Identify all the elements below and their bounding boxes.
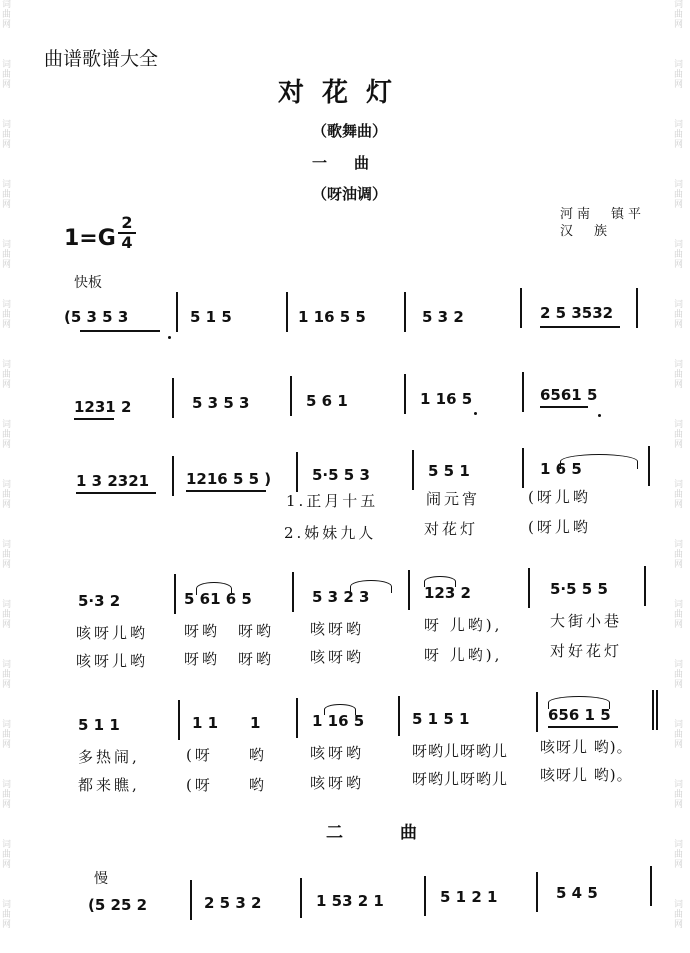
measure: 1 53 2 1 (316, 892, 384, 910)
bar-line (398, 696, 400, 736)
watermark-text: 词 曲 网 (2, 600, 12, 630)
lyric: 咳呀哟 (310, 620, 365, 638)
measure: (5 3 5 3 (64, 308, 129, 326)
watermark-text: 词 曲 网 (2, 480, 12, 510)
measure: 656 1 5 (548, 706, 611, 724)
lyric: 咳呀儿 哟)。 (540, 766, 633, 784)
octave-dot (598, 414, 601, 417)
lyric: 咳呀哟 (310, 744, 365, 762)
watermark-text: 词 曲 网 (674, 780, 684, 810)
measure: 1 3 2321 (76, 472, 150, 490)
measure: 1 16 5 (420, 390, 473, 408)
watermark-text: 词 曲 网 (2, 120, 12, 150)
octave-dot (474, 412, 477, 415)
measure: 1216 5 5 ) (186, 470, 272, 488)
bar-line (644, 566, 646, 606)
key-signature: 1=G (64, 226, 116, 251)
tune-name: （呀油调） (312, 185, 388, 203)
rhythm-underline (540, 326, 620, 328)
lyric: 对好花灯 (550, 642, 623, 660)
lyric: (呀 哟 (186, 776, 267, 794)
measure: 1 (250, 714, 261, 732)
measure: 5 6 1 (306, 392, 348, 410)
lyric: 咳呀儿哟 (76, 652, 149, 670)
bar-line (176, 292, 178, 332)
lyric: 呀哟 呀哟 (184, 650, 275, 668)
rhythm-underline (186, 490, 266, 492)
section-one-heading: 一 曲 (312, 154, 376, 172)
watermark-text: 词 曲 网 (674, 600, 684, 630)
bar-line (652, 690, 654, 730)
watermark-text: 词 曲 网 (2, 780, 12, 810)
watermark-text: 词 曲 网 (2, 540, 12, 570)
bar-line (404, 292, 406, 332)
lyric: 都来瞧, (78, 776, 140, 794)
lyric: 闹元宵 (426, 490, 481, 508)
watermark-text: 词 曲 网 (2, 60, 12, 90)
time-sig-bottom: 4 (121, 233, 133, 252)
lyric: 咳呀哟 (310, 774, 365, 792)
watermark-text: 词 曲 网 (2, 300, 12, 330)
watermark-text: 词 曲 网 (2, 840, 12, 870)
watermark-text: 词 曲 网 (674, 420, 684, 450)
time-signature (118, 214, 136, 252)
watermark-text: 词 曲 网 (674, 900, 684, 930)
watermark-text: 词 曲 网 (2, 900, 12, 930)
bar-line (296, 452, 298, 492)
watermark-text: 词 曲 网 (674, 480, 684, 510)
slur-mark (196, 582, 232, 595)
bar-line (296, 698, 298, 738)
bar-line (656, 690, 658, 730)
slur-mark (548, 696, 610, 709)
watermark-text: 词 曲 网 (2, 360, 12, 390)
bar-line (650, 866, 652, 906)
measure: 2 5 3532 (540, 304, 614, 322)
measure: 5 61 6 5 (184, 590, 252, 608)
bar-line (522, 448, 524, 488)
bar-line (520, 288, 522, 328)
lyric: 1.正月十五 (286, 492, 379, 510)
measure: (5 25 2 (88, 896, 148, 914)
watermark-text: 词 曲 网 (674, 180, 684, 210)
measure: 5 1 1 (78, 716, 120, 734)
bar-line (290, 376, 292, 416)
lyric: 呀哟儿呀哟儿 (412, 742, 509, 760)
measure: 6561 5 (540, 386, 598, 404)
watermark-text: 词 曲 网 (674, 0, 684, 30)
song-title: 对花灯 (278, 78, 411, 108)
lyric: (呀儿哟 (528, 518, 591, 536)
octave-dot (168, 336, 171, 339)
bar-line (172, 456, 174, 496)
watermark-text: 词 曲 网 (674, 660, 684, 690)
slur-mark (560, 454, 638, 469)
watermark-text: 词 曲 网 (2, 240, 12, 270)
watermark-text: 词 曲 网 (674, 60, 684, 90)
slur-mark (350, 580, 392, 593)
watermark-text: 词 曲 网 (674, 120, 684, 150)
watermark-text: 词 曲 网 (2, 660, 12, 690)
bar-line (648, 446, 650, 486)
bar-line (300, 878, 302, 918)
watermark-right (674, 0, 688, 953)
measure: 5 1 2 1 (440, 888, 498, 906)
section-two-heading: 二 曲 (326, 823, 437, 843)
rhythm-underline (540, 406, 588, 408)
bar-line (424, 876, 426, 916)
watermark-text: 词 曲 网 (2, 0, 12, 30)
measure: 2 5 3 2 (204, 894, 262, 912)
lyric: 多热闹, (78, 748, 140, 766)
measure: 5·3 2 (78, 592, 121, 610)
lyric: 呀 儿哟), (424, 616, 503, 634)
measure: 5 1 5 (190, 308, 232, 326)
measure: 5 3 2 3 (312, 588, 370, 606)
lyric: (呀 哟 (186, 746, 267, 764)
measure: 1231 2 (74, 398, 132, 416)
bar-line (172, 378, 174, 418)
slur-mark (424, 576, 456, 587)
watermark-text: 词 曲 网 (674, 360, 684, 390)
slur-mark (324, 704, 356, 715)
bar-line (286, 292, 288, 332)
origin-info (560, 206, 645, 240)
origin-ethnicity: 汉 族 (560, 224, 612, 239)
bar-line (404, 374, 406, 414)
watermark-left (2, 0, 16, 953)
bar-line (174, 574, 176, 614)
lyric: 呀哟 呀哟 (184, 622, 275, 640)
rhythm-underline (80, 330, 160, 332)
bar-line (536, 692, 538, 732)
lyric: (呀儿哟 (528, 488, 591, 506)
bar-line (536, 872, 538, 912)
measure: 1 6 5 (540, 460, 582, 478)
lyric: 咳呀儿 哟)。 (540, 738, 633, 756)
genre-label: （歌舞曲） (312, 122, 388, 140)
bar-line (292, 572, 294, 612)
watermark-text: 词 曲 网 (674, 540, 684, 570)
watermark-text: 词 曲 网 (674, 840, 684, 870)
bar-line (636, 288, 638, 328)
lyric: 呀 儿哟), (424, 646, 503, 664)
origin-region: 河南 镇平 (560, 207, 646, 222)
measure: 5 4 5 (556, 884, 598, 902)
bar-line (528, 568, 530, 608)
bar-line (178, 700, 180, 740)
tempo-marking-1: 快板 (74, 275, 102, 291)
bar-line (408, 570, 410, 610)
time-sig-top: 2 (118, 214, 136, 234)
watermark-text: 词 曲 网 (674, 300, 684, 330)
rhythm-underline (76, 492, 156, 494)
watermark-text: 词 曲 网 (2, 720, 12, 750)
lyric: 对花灯 (424, 520, 479, 538)
measure: 5·5 5 3 (312, 466, 370, 484)
measure: 5 1 5 1 (412, 710, 470, 728)
rhythm-underline (548, 726, 618, 728)
measure: 5 5 1 (428, 462, 470, 480)
lyric: 大街小巷 (550, 612, 623, 630)
site-name: 曲谱歌谱大全 (44, 48, 159, 70)
bar-line (522, 372, 524, 412)
lyric: 咳呀儿哟 (76, 624, 149, 642)
measure: 1 1 (192, 714, 219, 732)
rhythm-underline (74, 418, 114, 420)
watermark-text: 词 曲 网 (2, 420, 12, 450)
watermark-text: 词 曲 网 (674, 240, 684, 270)
measure: 5·5 5 5 (550, 580, 608, 598)
bar-line (412, 450, 414, 490)
measure: 123 2 (424, 584, 471, 602)
lyric: 2.姊妹九人 (284, 524, 377, 542)
bar-line (190, 880, 192, 920)
watermark-text: 词 曲 网 (674, 720, 684, 750)
measure: 5 3 5 3 (192, 394, 250, 412)
lyric: 咳呀哟 (310, 648, 365, 666)
tempo-marking-2: 慢 (94, 871, 108, 887)
measure: 1 16 5 (312, 712, 365, 730)
watermark-text: 词 曲 网 (2, 180, 12, 210)
measure: 5 3 2 (422, 308, 464, 326)
lyric: 呀哟儿呀哟儿 (412, 770, 509, 788)
measure: 1 16 5 5 (298, 308, 366, 326)
